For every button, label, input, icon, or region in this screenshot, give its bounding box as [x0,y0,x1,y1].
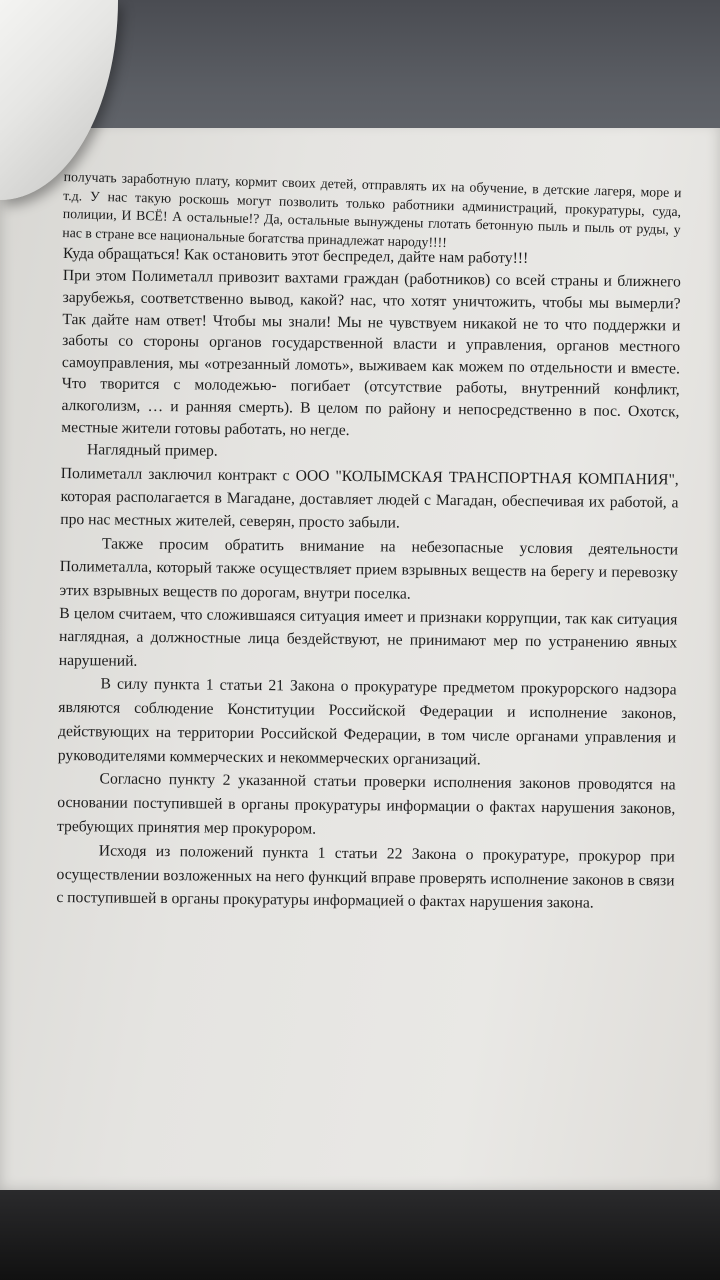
paragraph-where-to-turn: Куда обращаться! Как остановить этот беспредел, дайте нам работу!!! [63,244,529,267]
paragraph-example-heading: Наглядный пример. [86,441,218,460]
paragraph-shift-workers: При этом Полиметалл привозит вахтами граждан (работников) со всей страны и ближнего зарубежья, соответственно вывод, какой? нас, что хотят уничтожить, чтобы мы вымерли? Так дайте нам ответ! Чтобы мы знали! Мы не чувствуем никакой не то что поддержки и заботы со стороны органов государственной власти и управления, органов местного самоуправления, мы «отрезанный ломоть», выживаем как можем по отдельности и вместе. Что творится с молодежью- погибает (отсутствие работы, внутренний конфликт, алкоголизм, … и ранняя смерть). В целом по району и непосредственно в пос. Охотск, местные жители готовы работать, но негде. [61,267,681,439]
paragraph-contract: Полиметалл заключил контракт с ООО "КОЛЫМСКАЯ ТРАНСПОРТНАЯ КОМПАНИЯ", которая располагается в Магадане, доставляет людей с Магадан, обеспечивая их работой, а про нас местных жителей, северян, просто забыли. [60,464,679,532]
background-surface [0,1190,720,1280]
paragraph-law-article-22: Исходя из положений пункта 1 статьи 22 Закона о прокуратуре, прокурор при осуществлении возложенных на него функций вправе проверять исполнение законов в связи с поступившей в органы прокуратуры информацией о фактах нарушения закона. [56,842,675,912]
paragraph-law-article-21: В силу пункта 1 статьи 21 Закона о прокуратуре предметом прокурорского надзора являются соблюдение Конституции Российской Федерации и исполнение законов, действующих на территории Российской Федерации, в том числе органами управления и руководителями коммерческих и некоммерческих организаций. [57,675,677,769]
paragraph-salary: получать заработную плату, кормит своих детей, отправлять их на обучение, в детские лагеря, море и т.д. У нас такую роскошь могут позволить только работники администраций, прокуратуры, суда, полиции, И ВСЁ! А остальные!? Да, остальные вынуждены глотать бетонную пыль и пыль от руды, у нас в стране все национальные богатства принадлежат народу!!!! [62,168,682,250]
paragraph-law-point-2: Согласно пункту 2 указанной статьи проверки исполнения законов проводятся на основании поступившей в органы прокуратуры информации о фактах нарушения законов, требующих принятия мер прокурором. [57,770,676,838]
paragraph-explosives: Также просим обратить внимание на небезопасные условия деятельности Полиметалла, который также осуществляет прием взрывных веществ на берегу и перевозку этих взрывных веществ по дорогам, внутри поселка. [59,535,679,603]
document-body [56,168,682,917]
paragraph-corruption: В целом считаем, что сложившаяся ситуация имеет и признаки коррупции, так как ситуация наглядная, а должностные лица бездействуют, не принимают мер по устранению явных нарушений. [58,604,678,670]
